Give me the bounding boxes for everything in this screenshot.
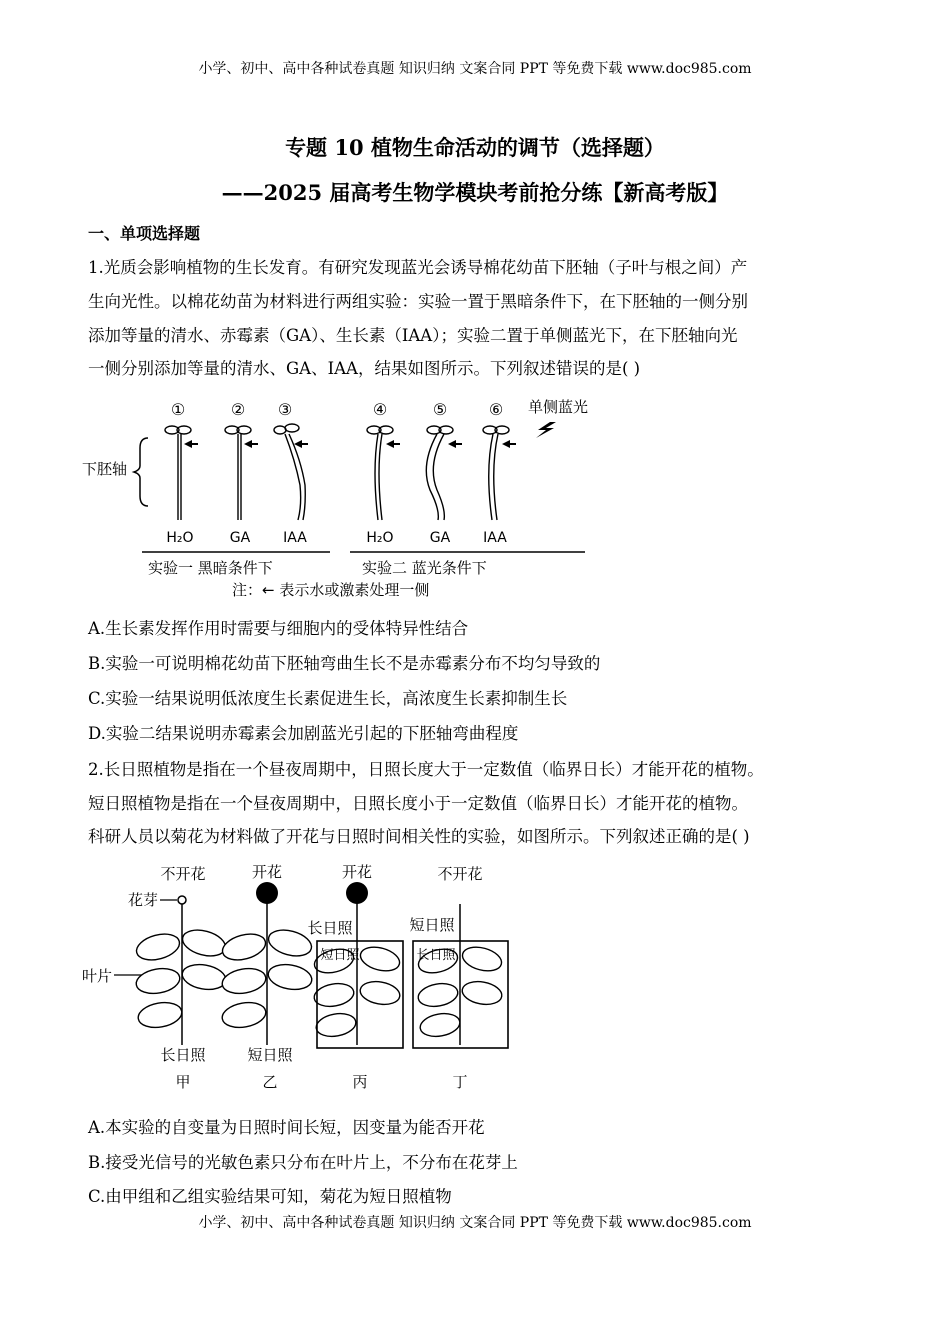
group-label: 丙 [352,1073,368,1091]
group-top-label: 开花 [251,863,283,881]
seedling-number: ④ [372,400,388,419]
exp2-label: 实验二 蓝光条件下 [362,559,487,577]
figure-note: 注：← 表示水或激素处理一侧 [232,581,430,599]
seedling-number: ① [170,400,186,419]
group-top-label: 不开花 [160,865,206,883]
q1-line-3: 添加等量的清水、赤霉素（GA）、生长素（IAA）；实验二置于单侧蓝光下，在下胚轴向光 [88,326,738,345]
q2-line-2: 短日照植物是指在一个昼夜周期中，日照长度小于一定数值（临界日长）才能开花的植物。 [88,794,748,813]
q2-option-c: C.由甲组和乙组实验结果可知，菊花为短日照植物 [88,1187,452,1206]
q1-option-d: D.实验二结果说明赤霉素会加剧蓝光引起的下胚轴弯曲程度 [88,724,519,743]
leaf-label: 叶片 [82,967,113,985]
page-header: 小学、初中、高中各种试卷真题 知识归纳 文案合同 PPT 等免费下载 www.doc985.com [198,61,752,77]
light-label: 单侧蓝光 [528,398,589,416]
seedling-number: ③ [277,400,293,419]
treatment-label: IAA [283,530,307,546]
q1-line-4: 一侧分别添加等量的清水、GA、IAA，结果如图所示。下列叙述错误的是( ) [88,359,641,378]
q2-option-a: A.本实验的自变量为日照时间长短，因变量为能否开花 [88,1118,485,1137]
group-label: 甲 [175,1073,191,1091]
treatment-label: H₂O [366,530,394,546]
arrow-icon [244,440,258,448]
q2-line-3: 科研人员以菊花为材料做了开花与日照时间相关性的实验，如图所示。下列叙述正确的是( ) [88,827,750,846]
title-line-1: 专题 10 植物生命活动的调节（选择题） [285,135,665,160]
q2-line-1: 2.长日照植物是指在一个昼夜周期中，日照长度大于一定数值（临界日长）才能开花的植物。 [88,760,764,779]
flower-icon [256,882,278,904]
flower-icon [346,882,368,904]
exp1-label: 实验一 黑暗条件下 [148,559,273,577]
bottom-light-label: 短日照 [247,1046,293,1064]
seedling-number: ⑥ [488,400,504,419]
seedling-figure [80,390,620,605]
box-inner-label: 长日照 [416,948,456,963]
box-inner-label: 短日照 [320,948,360,963]
q1-option-b: B.实验一可说明棉花幼苗下胚轴弯曲生长不是赤霉素分布不均匀导致的 [88,654,601,673]
arrow-icon [386,440,400,448]
hypocotyl-label: 下胚轴 [82,460,128,478]
q1-option-a: A.生长素发挥作用时需要与细胞内的受体特异性结合 [88,619,469,638]
box-top-label: 短日照 [409,916,455,934]
brace-icon [134,438,148,506]
page-footer: 小学、初中、高中各种试卷真题 知识归纳 文案合同 PPT 等免费下载 www.doc985.com [198,1215,752,1231]
group-top-label: 开花 [341,863,373,881]
group-label: 丁 [452,1073,468,1091]
bottom-light-label: 长日照 [160,1046,206,1064]
seedling-number: ② [230,400,246,419]
q1-line-1: 1.光质会影响植物的生长发育。有研究发现蓝光会诱导棉花幼苗下胚轴（子叶与根之间）产 [88,258,748,277]
bud-icon [178,896,186,904]
treatment-label: H₂O [166,530,194,546]
lightning-icon [536,422,556,438]
group-label: 乙 [262,1073,278,1091]
q2-option-b: B.接受光信号的光敏色素只分布在叶片上，不分布在花芽上 [88,1153,518,1172]
group-top-label: 不开花 [437,865,483,883]
arrow-icon [294,440,308,448]
treatment-label: IAA [483,530,507,546]
arrow-icon [448,440,462,448]
arrow-icon [184,440,198,448]
q1-option-c: C.实验一结果说明低浓度生长素促进生长，高浓度生长素抑制生长 [88,689,568,708]
seedling-number: ⑤ [432,400,448,419]
arrow-icon [502,440,516,448]
q1-line-2: 生向光性。以棉花幼苗为材料进行两组实验：实验一置于黑暗条件下，在下胚轴的一侧分别 [88,292,748,311]
chrysanthemum-figure [80,855,520,1095]
title-line-2: ——2025 届高考生物学模块考前抢分练【新高考版】 [221,180,729,205]
treatment-label: GA [429,530,451,546]
treatment-label: GA [229,530,251,546]
bud-label: 花芽 [128,891,159,909]
box-top-label: 长日照 [307,919,353,937]
section-heading: 一、单项选择题 [88,224,201,243]
